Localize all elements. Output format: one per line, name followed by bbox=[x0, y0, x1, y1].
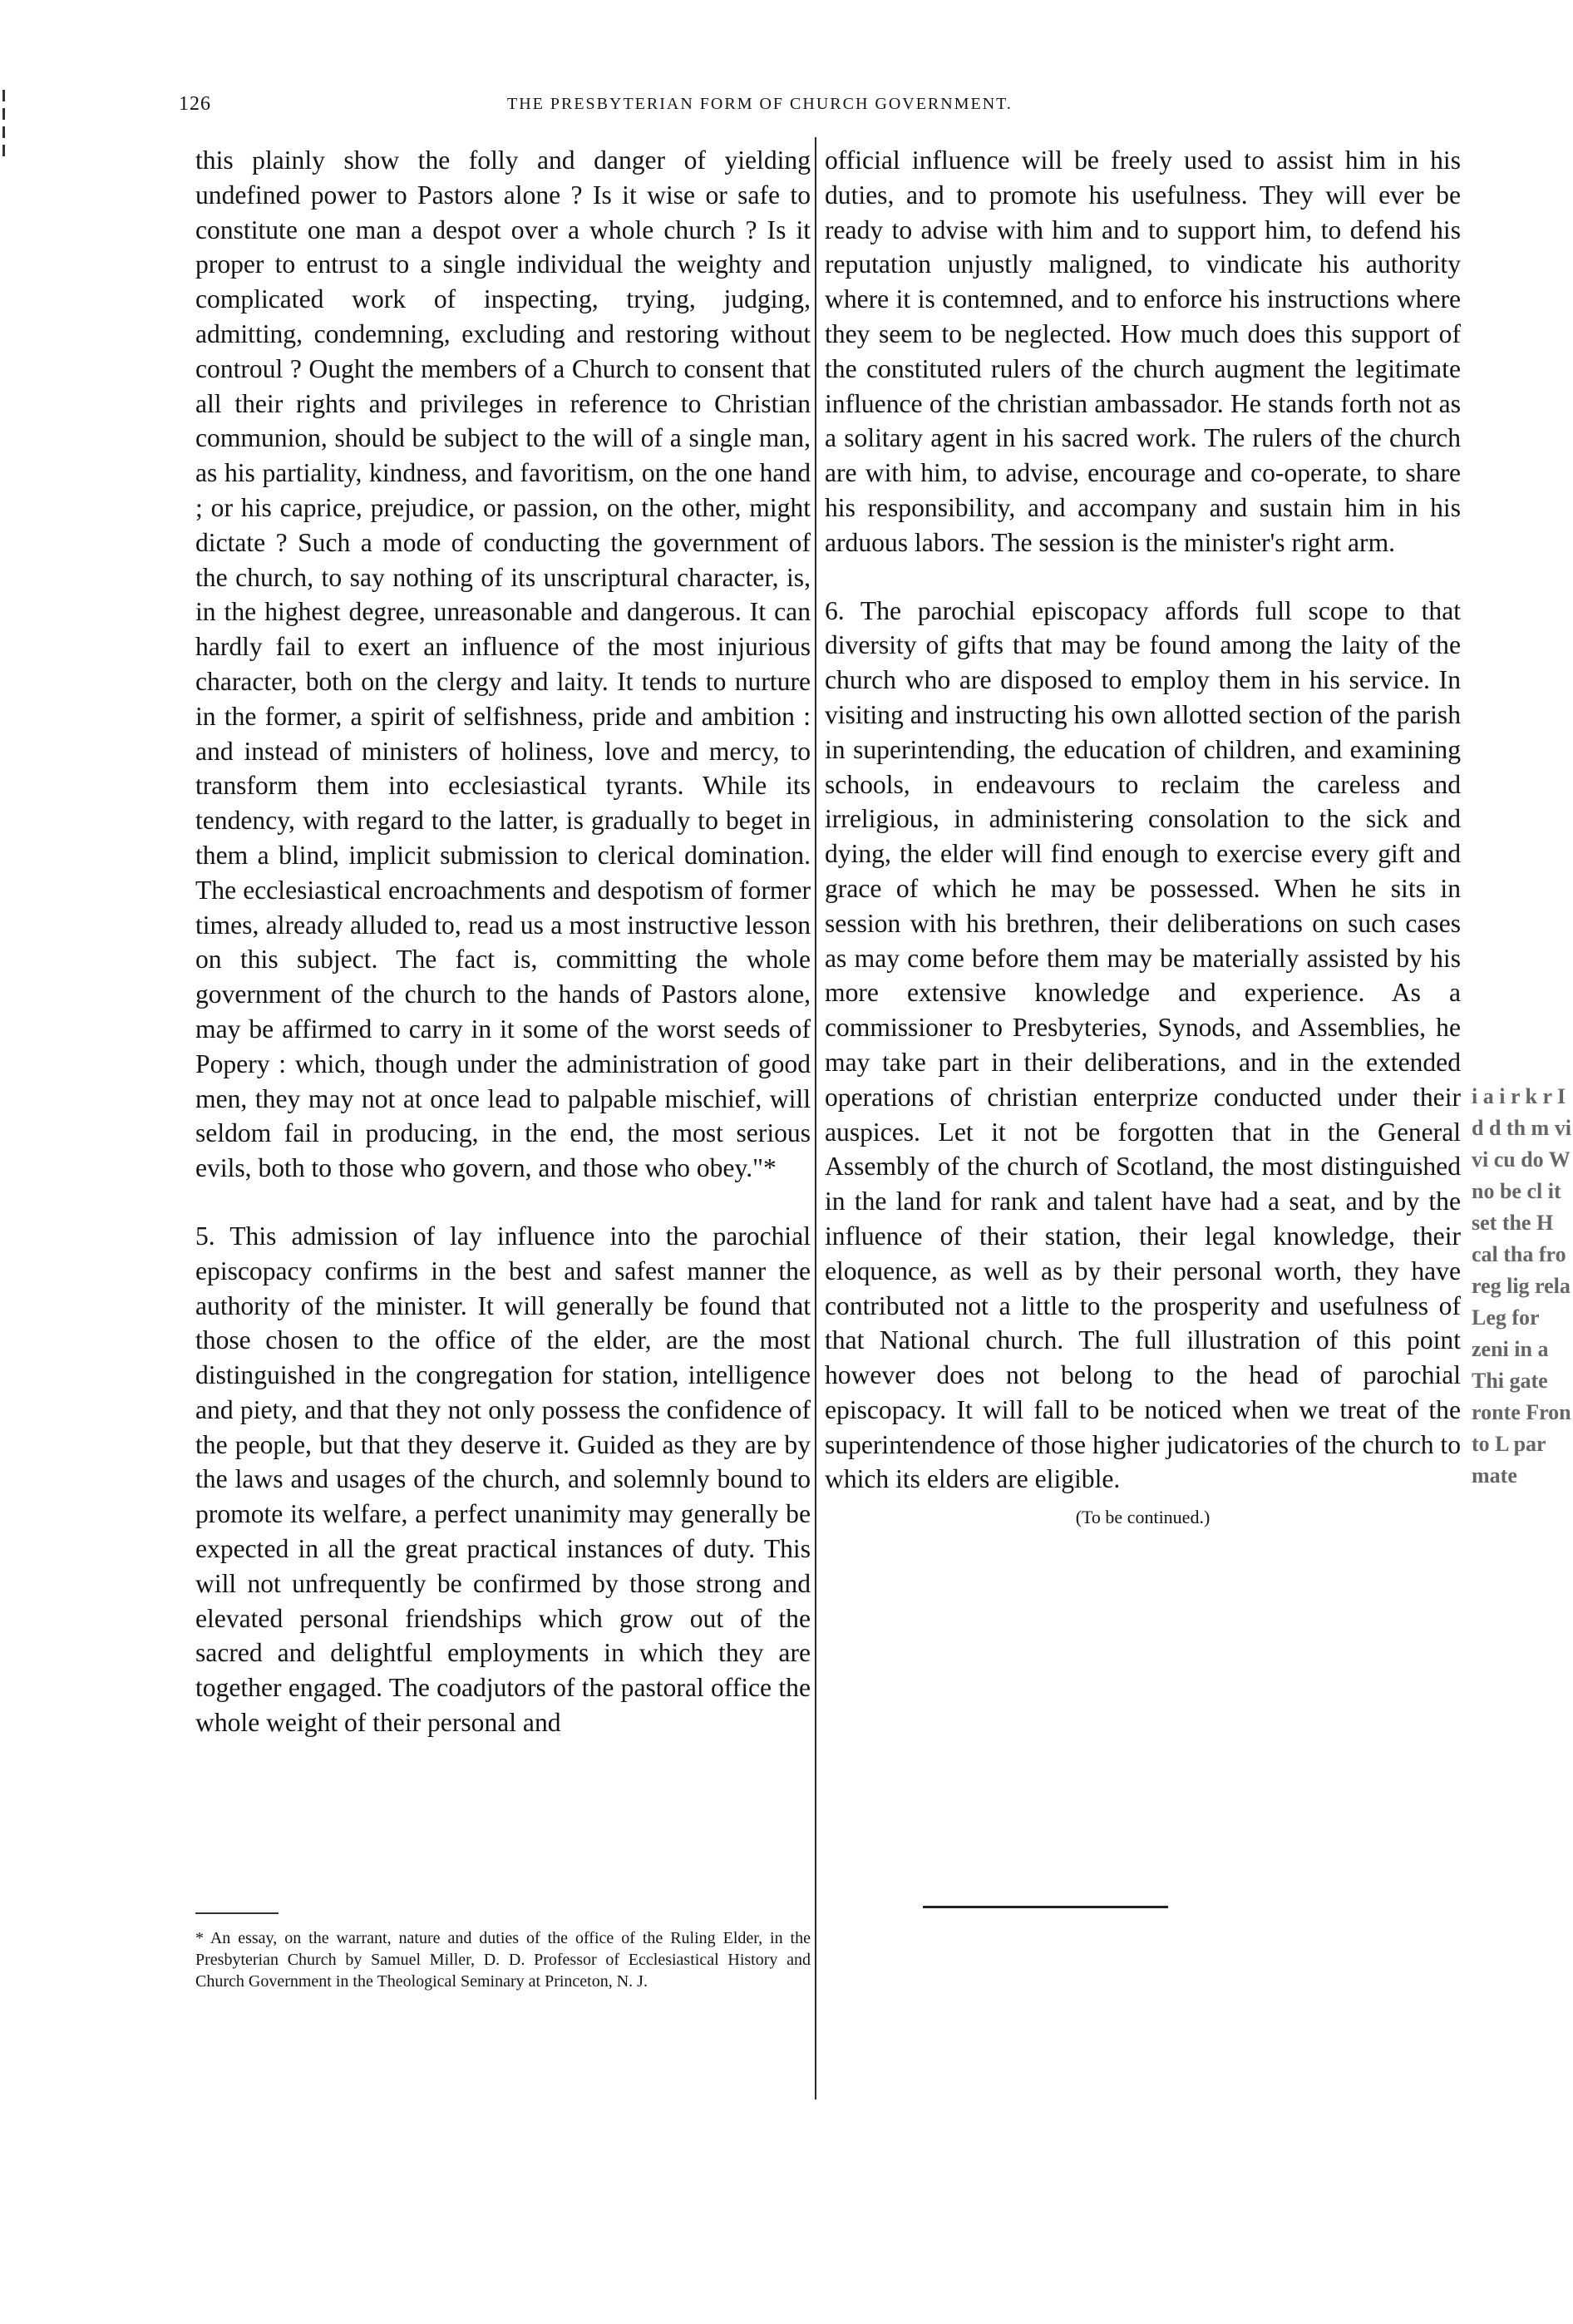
left-column bbox=[195, 143, 811, 1740]
section-end-rule bbox=[923, 1906, 1168, 1908]
footnote: * An essay, on the warrant, nature and duties of the office of the Ruling Elder, in the Presbyterian Church by Samuel Miller, D. D. Professor of Ecclesiastical History and Church Government in the Theological Seminary at Princeton, N. J. bbox=[195, 1929, 811, 1991]
facing-page-bleed-through: i a i r k r I d d th m vi vi cu do W no be cl it set the H cal tha fro reg lig rela Leg for zeni in a Thi gate ronte Fron to L par mate bbox=[1472, 1084, 1571, 1488]
column-divider bbox=[815, 137, 816, 2099]
right-paragraph-1: official influence will be freely used to assist him in his duties, and to promote his usefulness. They will ever be ready to advise with him and to support him, to defend his reputation unjustly maligned, to vindicate his authority where it is contemned, and to enforce his instructions where they seem to be neglected. How much does this support of the constituted rulers of the church augment the legitimate influence of the christian ambassador. He stands forth not as a solitary agent in his sacred work. The rulers of the church are with him, to advise, encourage and co-operate, to share his responsibility, and accompany and sustain him in his arduous labors. The session is the minister's right arm. bbox=[825, 146, 1461, 557]
page-edge-marks bbox=[0, 83, 10, 200]
left-paragraph-2: 5. This admission of lay influence into the parochial episcopacy confirms in the best and safest manner the authority of the minister. It will generally be found that those chosen to the office of the elder, are the most distinguished in the congregation for station, intelligence and piety, and that they not only possess the confidence of the people, but that they deserve it. Guided as they are by the laws and usages of the church, and solemnly bound to promote its welfare, a perfect unanimity may generally be expected in all the great practical instances of duty. This will not unfrequently be confirmed by those strong and elevated personal friendships which grow out of the sacred and delightful employments in which they are together engaged. The coadjutors of the pastoral office the whole weight of their personal and bbox=[195, 1221, 811, 1738]
running-head bbox=[179, 90, 1131, 123]
page-number: 126 bbox=[179, 93, 211, 115]
footnote-rule bbox=[195, 1912, 279, 1914]
right-paragraph-2: 6. The parochial episcopacy affords full scope to that diversity of gifts that may be found among the laity of the church who are disposed to employ them in his service. In visiting and instructing his own allotted section of the parish in superintending, the education of children, and examining schools, in endeavours to reclaim the careless and irreligious, in administering consolation to the sick and dying, the elder will find enough to exercise every gift and grace of which he may be possessed. When he sits in session with his brethren, their deliberations on such cases as may come before them may be materially assisted by his more extensive knowledge and experience. As a commissioner to Presbyteries, Synods, and Assemblies, he may take part in their deliberations, and in the extended operations of christian enterprize conducted under their auspices. Let it not be forgotten that in the General Assembly of the church of Scotland, the most distinguished in the land for rank and talent have had a seat, and by the influence of their station, their legal knowledge, their eloquence, as well as by their personal worth, they have contributed not a little to the prosperity and usefulness of that National church. The full illustration of this point however does not belong to the head of parochial episcopacy. It will fall to be noticed when we treat of the superintendence of those higher judicatories of the church to which its elders are eligible. bbox=[825, 595, 1462, 1494]
continued-note: (To be continued.) bbox=[1075, 1507, 1211, 1528]
left-paragraph-1: this plainly show the folly and danger of yielding undefined power to Pastors alone ? Is it wise or safe to constitute one man a despot over a whole church ? Is it proper to entrust to a single individual the weighty and complicated work of inspecting, trying, judging, admitting, condemning, excluding and restoring without controul ? Ought the members of a Church to consent that all their rights and privileges in reference to Christian communion, should be subject to the will of a single man, as his partiality, kindness, and favoritism, on the one hand ; or his caprice, prejudice, or passion, on the other, might dictate ? Such a mode of conducting the government of the church, to say nothing of its unscriptural character, is, in the highest degree, unreasonable and dangerous. It can hardly fail to exert an influence of the most injurious character, both on the clergy and laity. It tends to nurture in the former, a spirit of selfishness, pride and ambition : and instead of ministers of holiness, love and mercy, to transform them into ecclesiastical tyrants. While its tendency, with regard to the latter, is gradually to beget in them a blind, implicit submission to clerical domination. The ecclesiastical encroachments and despotism of former times, already alluded to, read us a most instructive lesson on this subject. The fact is, committing the whole government of the church to the hands of Pastors alone, may be affirmed to carry in it some of the worst seeds of Popery : which, though under the administration of good men, they may not at once lead to palpable mischief, will seldom fail in producing, in the end, the most serious evils, both to those who govern, and those who obey."* bbox=[195, 146, 811, 1183]
running-title: THE PRESBYTERIAN FORM OF CHURCH GOVERNMENT. bbox=[507, 95, 1013, 113]
right-column bbox=[825, 143, 1461, 1535]
